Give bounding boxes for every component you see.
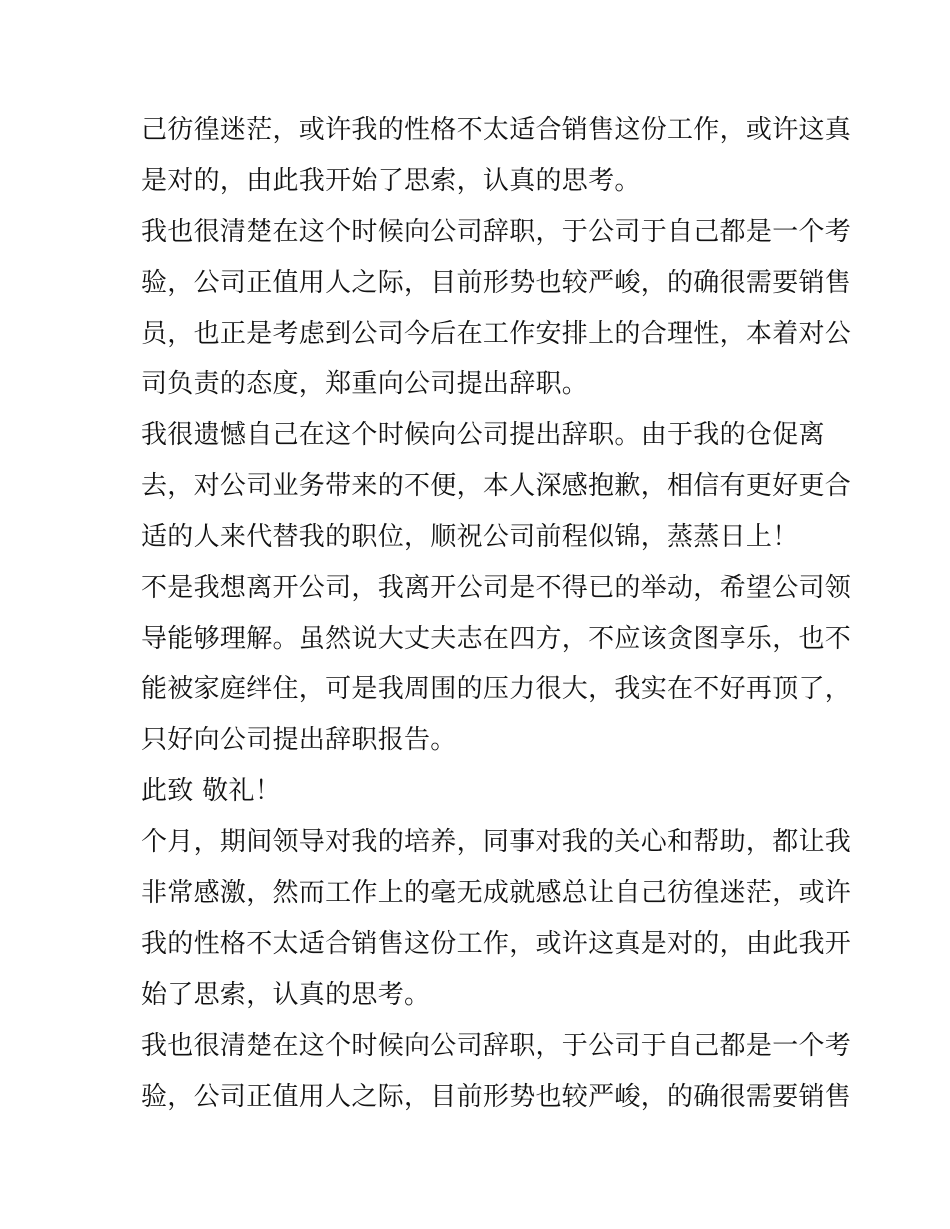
text-line: 我很遗憾自己在这个时候向公司提出辞职。由于我的仓促离 — [141, 420, 825, 450]
text-line: 此致 敬礼！ — [141, 776, 282, 806]
text-line: 验，公司正值用人之际，目前形势也较严峻，的确很需要销售 — [141, 268, 852, 298]
text-line: 非常感激，然而工作上的毫无成就感总让自己彷徨迷茫，或许 — [141, 878, 852, 908]
text-line: 员，也正是考虑到公司今后在工作安排上的合理性，本着对公 — [141, 319, 852, 349]
text-line: 己彷徨迷茫，或许我的性格不太适合销售这份工作，或许这真 — [141, 115, 852, 145]
text-line: 验，公司正值用人之际，目前形势也较严峻，的确很需要销售 — [141, 1082, 852, 1112]
text-line: 适的人来代替我的职位，顺祝公司前程似锦，蒸蒸日上！ — [141, 522, 799, 552]
text-line: 是对的，由此我开始了思索，认真的思考。 — [141, 166, 641, 196]
text-line: 不是我想离开公司，我离开公司是不得已的举动，希望公司领 — [141, 573, 852, 603]
text-line: 导能够理解。虽然说大丈夫志在四方，不应该贪图享乐，也不 — [141, 624, 852, 654]
text-line: 我也很清楚在这个时候向公司辞职，于公司于自己都是一个考 — [141, 217, 852, 247]
text-line: 只好向公司提出辞职报告。 — [141, 725, 457, 755]
text-line: 个月，期间领导对我的培养，同事对我的关心和帮助，都让我 — [141, 827, 852, 857]
text-line: 司负责的态度，郑重向公司提出辞职。 — [141, 369, 589, 399]
text-line: 我也很清楚在这个时候向公司辞职，于公司于自己都是一个考 — [141, 1031, 852, 1061]
text-line: 我的性格不太适合销售这份工作，或许这真是对的，由此我开 — [141, 929, 852, 959]
text-line: 能被家庭绊住，可是我周围的压力很大，我实在不好再顶了， — [141, 674, 852, 704]
text-line: 始了思索，认真的思考。 — [141, 980, 431, 1010]
text-line: 去，对公司业务带来的不便，本人深感抱歉，相信有更好更合 — [141, 471, 852, 501]
